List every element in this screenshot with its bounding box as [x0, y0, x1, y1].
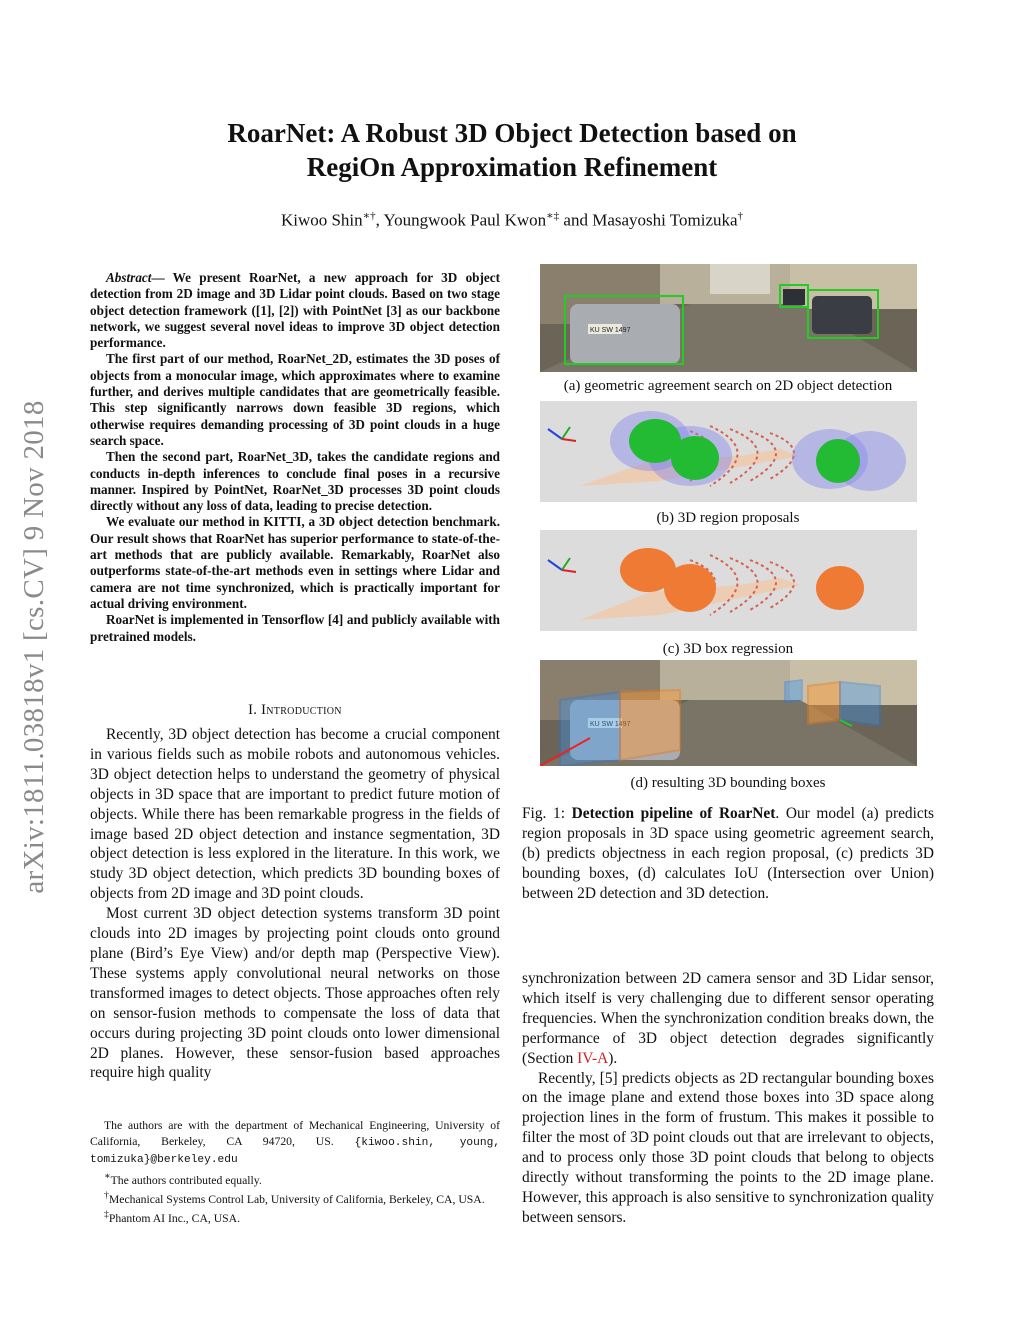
author-2: Youngwook Paul Kwon — [383, 210, 547, 230]
abstract-p2: The first part of our method, RoarNet_2D, estimates the 3D poses of objects from a monocular image, which approximates where to examine further, and derives multiple candidates that are geometrically feasible. This step significantly narrows down feasible 3D regions, which otherwise requires demanding processing of 3D point clouds in a huge search space. — [90, 351, 500, 448]
figure-1b-image — [540, 401, 917, 502]
fig-d-box-2-side — [840, 682, 880, 726]
right-column-body — [522, 969, 934, 1228]
abstract — [90, 270, 500, 645]
section-heading-introduction — [90, 702, 500, 719]
footnote-1-text: The authors are with the department of Mechanical Engineering, University of California, Berkeley, CA 94720, US. — [90, 1119, 500, 1148]
footnote-3-text: Mechanical Systems Control Lab, University of California, Berkeley, CA, USA. — [108, 1192, 485, 1206]
author-2-marks: ∗‡ — [546, 210, 560, 222]
author-1: Kiwoo Shin — [280, 210, 363, 230]
author-1-marks: ∗† — [362, 210, 376, 222]
abstract-p3: Then the second part, RoarNet_3D, takes the candidate regions and conducts in-depth inferences to conclude final poses in a recursive manner. Inspired by PointNet, RoarNet_3D processes 3D point clouds directly without any loss of data, leading to precise detection. — [90, 449, 500, 514]
fig-b-object-3 — [816, 439, 860, 483]
fig-c-box-2 — [664, 564, 716, 612]
intro-body — [90, 725, 500, 1083]
author-3: Masayoshi Tomizuka — [592, 210, 738, 230]
footnote-4-text: Phantom AI Inc., CA, USA. — [108, 1212, 241, 1226]
title-line-2: RegiOn Approximation Refinement — [306, 152, 718, 182]
figure-1a-image — [540, 264, 917, 372]
fig-d-box-1-side — [620, 690, 680, 760]
figure-1d-caption: (d) resulting 3D bounding boxes — [630, 775, 826, 791]
right-p1-a: synchronization between 2D camera sensor and 3D Lidar sensor, which itself is very challenging due to different sensor operating frequencies. When the synchronization condition breaks down, the performance of 3D object detection degrades significantly (Section — [522, 970, 934, 1067]
section-number: I. — [248, 702, 262, 718]
fig-a-car-1 — [570, 304, 680, 364]
author-3-marks: † — [737, 210, 744, 222]
footnote-equal — [90, 1169, 500, 1188]
figure-1b-caption: (b) 3D region proposals — [656, 510, 800, 526]
figure-1c-image — [540, 530, 917, 631]
figure-1d-image — [540, 660, 917, 766]
figure-label: Fig. 1: — [522, 805, 572, 822]
right-p1-b: ). — [608, 1049, 618, 1067]
figure-caption-bold: Detection pipeline of RoarNet — [571, 805, 776, 822]
abstract-p4: We evaluate our method in KITTI, a 3D object detection benchmark. Our result shows that RoarNet has superior performance to state-of-the-art methods that are publicly available. Remarkably, RoarNet also outperforms state-of-the-art methods even in settings where Lidar and camera are not time synchronized, which is practically important for actual driving environment. — [90, 514, 500, 611]
footnote-email: {kiwoo.shin, young, tomizuka}@berkeley.edu — [90, 1136, 501, 1166]
paper-title — [150, 116, 874, 184]
fig-d-box-3 — [785, 680, 802, 702]
footnote-mscl — [90, 1188, 500, 1207]
footnote-2-text: The authors contributed equally. — [110, 1173, 262, 1187]
author-list — [150, 209, 874, 231]
figure-1c-caption: (c) 3D box regression — [662, 641, 794, 657]
footnote-4-mark: ‡ — [104, 1209, 109, 1221]
right-p2: Recently, [5] predicts objects as 2D rectangular bounding boxes on the image plane and extend those boxes into 3D space along projection lines in the form of frustum. This makes it possible to filter the most of 3D point clouds out that are irrelevant to objects, and to process only those 3D point clouds that belong to objects directly without transforming the points to the 2D image plane. However, this approach is also sensitive to synchronization quality between sensors. — [522, 1069, 934, 1226]
figure-caption-text: . Our model (a) predicts region proposals in 3D space using geometric agreement search, (b) predicts objectness in each region proposal, (c) predicts 3D bounding boxes, (d) calculates IoU (Intersection over Union) between 2D detection and 3D detection. — [522, 805, 934, 902]
figure-1-caption — [522, 804, 934, 904]
right-p1 — [522, 969, 934, 1069]
fig-a-sky — [710, 264, 770, 294]
footnote-2-mark: ∗ — [104, 1170, 111, 1182]
author-sep-1: , — [375, 210, 384, 230]
abstract-p1 — [90, 270, 500, 351]
footnotes — [90, 1118, 500, 1227]
arxiv-stamp: arXiv:1811.03818v1 [cs.CV] 9 Nov 2018 — [18, 400, 50, 894]
abstract-p1-text: — We present RoarNet, a new approach for 3D object detection from 2D image and 3D Lidar point clouds. Based on two stage object detection framework ([1], [2]) with PointNet [3] as our backbone network, we suggest several novel ideas to improve 3D object detection performance. — [90, 270, 500, 351]
footnote-phantom — [90, 1207, 500, 1226]
fig-d-box-2-front — [808, 682, 840, 724]
fig-d-box-1-front — [560, 692, 620, 766]
footnote-3-mark: † — [104, 1189, 109, 1201]
intro-p2: Most current 3D object detection systems transform 3D point clouds into 2D images by projecting point clouds onto ground plane (Bird’s Eye View) and/or depth map (Perspective View). These systems apply convolutional neural networks on those transformed images to detect objects. Those approaches often rely on sensor-fusion methods to compensate the loss of data that occurs during projecting 3D point clouds onto lower dimensional 2D planes. However, these sensor-fusion based approaches require high quality — [90, 905, 500, 1082]
fig-b-object-2 — [671, 436, 719, 480]
abstract-label: Abstract — [106, 270, 152, 285]
fig-a-plate-text: KU SW 1497 — [590, 327, 631, 334]
section-title: Introduction — [261, 702, 342, 718]
figure-1a-svg — [540, 264, 917, 372]
author-sep-2: and — [559, 210, 593, 230]
title-line-1: RoarNet: A Robust 3D Object Detection based on — [227, 118, 797, 148]
fig-a-car-3 — [783, 289, 805, 305]
figure-1b-svg — [540, 401, 917, 502]
abstract-p5: RoarNet is implemented in Tensorflow [4] and publicly available with pretrained models. — [90, 612, 500, 644]
fig-d-plate-text: KU SW 1497 — [590, 721, 631, 728]
figure-1d-svg — [540, 660, 917, 766]
fig-a-car-2 — [812, 296, 872, 334]
section-ref-link[interactable]: IV-A — [577, 1049, 609, 1067]
fig-c-box-3 — [816, 566, 864, 610]
figure-1c-svg — [540, 530, 917, 631]
intro-p1: Recently, 3D object detection has become a crucial component in various fields such as mobile robots and autonomous vehicles. 3D object detection helps to understand the geometry of physical objects in 3D space that are important to predict future motion of objects. While there has been remarkable progress in the fields of image based 2D object detection and instance segmentation, 3D object detection is less explored in the literature. In this work, we study 3D object detection, which predicts 3D bounding boxes of objects from 2D image and 3D point clouds. — [90, 726, 500, 903]
figure-1a-caption: (a) geometric agreement search on 2D object detection — [563, 378, 893, 394]
footnote-affiliation — [90, 1118, 500, 1169]
